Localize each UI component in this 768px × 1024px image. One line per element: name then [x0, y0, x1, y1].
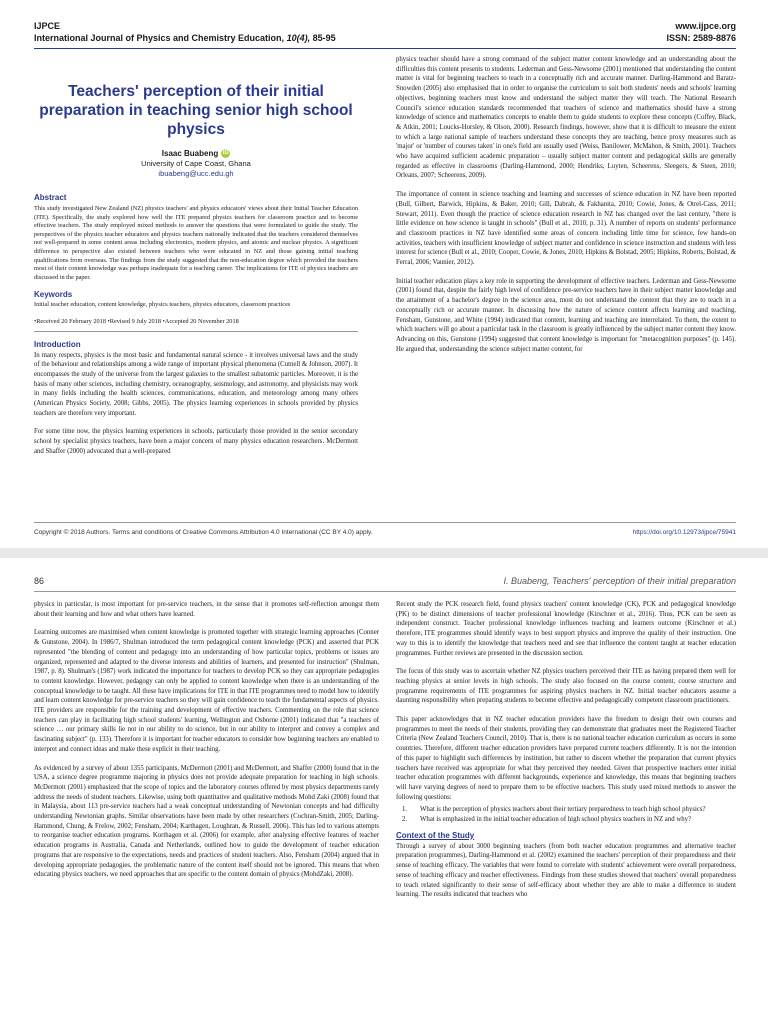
- research-questions: [396, 805, 736, 824]
- journal-header: [34, 20, 736, 49]
- page2-right-column: [396, 600, 736, 900]
- author-line: [34, 149, 358, 159]
- paragraph: physics in particular, is most important for pre-service teachers, in the sense that it promotes self-reflection amongst them about their learning and how and what others have learned.: [34, 601, 379, 618]
- list-text: What is emphasized in the initial teacher education of high school physics teachers in NZ and why?: [420, 816, 692, 824]
- keywords-text: Initial teacher education, content knowledge, physics teachers, physics educators, classroom practices: [34, 301, 291, 309]
- paragraph: As evidenced by a survey of about 1355 participants, McDermott (2001) and McDermott, and Shaffer (2000) found that in the USA, a science degree programme majoring in physics does not provide adequate preparation for teaching in high schools. McDermott (2001) emphasized that the scope of topics and the laboratory courses offered by most physics departments rarely address the needs of student teachers. Likewise, using both quantitative and qualitative methods Mohd Zaki (2008) found that in Malaysia, about 113 pre-service teachers had a weak conceptual understanding of Newtonian concepts and had difficulty understanding Newtonian graphs. Similar observations have been made by other researchers (Cochran-Smith, 2005; Darling-Hammond, Chung, & Frelow, 2002; Fensham, 2004; Karthagen, Loughran, & Russell, 2006). This has led to various attempts to reorganise teacher education programs. Korthagen et al. (2006) for example, after analysing effective features of teacher education programs in Australia, Canada and Netherlands, outlined how to guide the development of teacher education programs that are responsive to the expectations, needs and practices of student teachers. Also, Fensham (2004) argued that in developing appropriate pedagogies, the problematic nature of the content itself should not be ignored. This means that when educating physics teachers, we need approaches that are specific to the content domain of physics (MohdZaki, 2008).: [34, 764, 379, 879]
- page-number: 86: [34, 576, 45, 586]
- header-divider: [34, 48, 736, 49]
- page-separator: [0, 548, 768, 558]
- page2-left-column: [34, 600, 379, 880]
- context-heading: Context of the Study: [396, 830, 475, 840]
- doi-link[interactable]: https://doi.org/10.12973/ijpce/75941: [632, 529, 736, 536]
- list-item: [396, 815, 736, 825]
- list-text: What is the perception of physics teachers about their tertiary preparedness to teach high school physics?: [420, 806, 706, 814]
- orcid-icon[interactable]: iD: [222, 150, 229, 157]
- keywords-heading: Keywords: [34, 290, 73, 300]
- paragraph: This paper acknowledges that in NZ teacher education providers have the freedom to design their own courses and programmes to meet the needs of their students, providing they can demonstrate that graduates meet the Registered Teacher Criteria (New Zealand Teachers Council, 2010). That is, there is no national teacher education curriculum as occurs in some countries. Therefore, different teacher education providers have prepared current teachers differently. It is not the intention of this paper to highlight such differences by institution, but rather to discern whether the preparation that current physics teachers have received was appropriate for what they perceived they needed. Given that prospective teachers enter initial teacher education programmes with different backgrounds, experience and knowledge, this means that beginning teachers will have varying degrees of need to prepare them to be effective teachers. This study used mixed methods to answer the following questions:: [396, 716, 736, 801]
- author-affiliation: University of Cape Coast, Ghana: [141, 159, 251, 168]
- abstract-heading: Abstract: [34, 193, 67, 202]
- author-email[interactable]: ibuabeng@ucc.edu.gh: [158, 169, 234, 178]
- paragraph: physics teacher should have a strong command of the subject matter content knowledge and an understanding about the difficulties this content presents to students. Lederman and Gess-Newsome (2001) mentioned that understanding the content matter is vital for beginning teachers to teach in a conceptually rich and accurate manner. Darling-Hammond and Baratz-Snowden (2005) also emphasised that in order to organise the curriculum to suit both students' needs and schools' learning objectives, beginning teachers must know and understand the subject matter they will teach. The National Research Council's science education standards recommended that teachers of science and mathematics should have a strong knowledge of science and mathematics concepts to enable them to guide students to explore these concepts (Coffey, Black, & Atkin, 2001; Loucks-Horsley, & Olson, 2000). Research findings, however, show that it is difficult to measure the extent to which a large national sample of teachers understand these concepts they are teaching, hence proxy measures such as 'major' or 'number of courses taken' in one's field are usually used (Weiss, Banilower, McMahon, & Smith, 2001). Teachers who have acquired sufficient academic preparation – usually subject matter content and pedagogical skills are generally regarded as effective in classrooms (Darling-Hammond, 2000; Hendriks, Luyten, Scheerens, Sleegers, & Steen, 2010; Orleans, 2007; Scheerens, 2009).: [396, 56, 736, 180]
- submission-dates: •Received 20 February 2018 •Revised 9 July 2018 •Accepted 20 November 2018: [34, 318, 358, 332]
- paragraph: The importance of content in science teaching and learning and successes of science education in NZ have been reported (Bull, Gilbert, Barwick, Hipkins, & Baker, 2010; Gill, Dabrah, & Fakhanita, 2010; Cowie, Jones, & Otrel-Cass, 2011; Stewart, 2011). Even though the practice of science education research in NZ has changed over the last century, "there is little evidence on how science is taught in schools" (Bull et al., 2010, p. 31). A number of reports on students' performance and classroom practices in NZ have identified some areas of concern including little time for science, few hands-on activities, teachers with insufficient knowledge of subject matter and confidence in science instruction and students with less interest for science (Bull et al., 2010; Cooper, Cowie, & Jones, 2010; Hipkins & Bolstad, 2005; Hipkins, Roberts, Bolstad, & Ferral, 2006; Vaunier, 2012).: [396, 191, 736, 267]
- page1-left-column: [34, 78, 358, 457]
- introduction-heading: Introduction: [34, 339, 81, 349]
- copyright-notice: Copyright © 2018 Authors. Terms and conditions of Creative Commons Attribution 4.0 International (CC BY 4.0) apply.: [34, 529, 373, 536]
- page2-header-divider: [34, 591, 736, 592]
- list-item: [396, 805, 736, 815]
- list-number: 1.: [402, 806, 408, 814]
- journal-abbr: IJPCE: [34, 21, 61, 31]
- paragraph: Through a survey of about 3000 beginning teachers (from both teacher education programmes and alternative teacher preparation programmes), Darling-Hammond et al. (2002) examined the teachers' perception of their preparedness and their sense of teaching efficacy. The variables that were found to correlate with students' achievement were overall preparedness, sense of teaching efficacy and teacher effectiveness. Findings from these studies showed that teachers' overall preparedness to teach related significantly to their sense of self-efficacy about whether they are able to make a difference to student learning. The results indicated that teachers who: [396, 842, 736, 899]
- paragraph: Initial teacher education plays a key role in supporting the development of effective teachers. Lederman and Gess-Newsome (2001) found that, despite the fairly high level of confidence pre-service teachers have in their subject matter knowledge and the attainment of a bachelor's degree in the science area, most do not understand the content that they are to teach in a conceptually rich or accurate manner. In discussing how the nature of science content affects learning and teaching, Fensham, Gunstone, and White (1994) indicated that content, learning and teaching are interrelated. To them, the extent to which teachers will go about a particular task in the classroom is greatly influenced by the subject matter content they know. Advancing on this, Gunstone (1994) suggested that content knowledge is important for "metacognition purposes" (p. 145). He argued that, understanding the science subject matter content, for: [396, 277, 736, 353]
- running-title: I. Buabeng, Teachers' perception of their initial preparation: [503, 576, 736, 586]
- list-number: 2.: [402, 816, 408, 824]
- paragraph: The focus of this study was to ascertain whether NZ physics teachers perceived their ITE as having prepared them well for teaching physics at senior levels in high schools. The study also focused on the course content, course structure and programme requirements of ITE programmes for aspiring physics teachers in NZ. Initial teacher educators assume a daunting responsibility when preparing students to become effective and pedagogically competent classroom practitioners.: [396, 668, 736, 705]
- paragraph: Learning outcomes are maximised when content knowledge is promoted together with strategic learning approaches (Conner & Gunstone, 2004). In 1986/7, Shulman introduced the term pedagogical content knowledge (PCK) and asserted that PCK represented "the blending of content and pedagogy into an understanding of how particular topics, problems or issues are organized, represented and adapted to the diverse interests and abilities of learners, and presented for instruction" (Shulman, 1987, p. 8). Shulman's (1987) work indicated the importance for teachers to develop PCK so they can appropriate pedagogies to content knowledge. However, pedagogy can only be applied to content knowledge when there is an understanding of the conceptual knowledge to be taught. All these have implications for ITE in that ITE programmes need to model how to identify and learn content knowledge for pre-service teachers so they will gain confidence to teach the fundamental aspects of physics. ITE providers are responsible for the training and development of effective teachers. Commenting on the role that science teachers can play in facilitating high school students' learning, Wellington and Osborne (2001) indicated that "a teachers of science … our primary skills lie not in our ability to do science, but in our ability to interpret and convey a complex and fascinating subject" (p. 133). Therefore it is important for teacher educators to consider how beginning teachers are enabled to interpret and connect ideas and make these explicit in their teaching.: [34, 629, 379, 753]
- page1-footer: [34, 522, 736, 536]
- page1-right-column: [396, 55, 736, 354]
- journal-issn: ISSN: 2589-8876: [666, 33, 736, 43]
- paragraph: Recent study the PCK research field, found physics teachers' content knowledge (CK), PCK and pedagogical knowledge (PK) to be distinct dimensions of teacher professional knowledge (Kirschner et al., 2016). Thus, PCK can be seen as independent construct. Teacher professional knowledge influences teaching and learners outcome (Kirschner et al.) therefore, ITE programmes should identify ways to best support physics and improve the quality of their instruction. One way to this is to identify the knowledge that teachers need and see that influence the content taught at teacher education programmes. Further reviews are presented in the discussion section.: [396, 601, 736, 657]
- paragraph: For some time now, the physics learning experiences in schools, particularly those provided in the senior secondary school by specialist physics teachers, have been a major concern of many physics education researchers. McDermott and Shaffer (2000) advocated that a well-prepared: [34, 428, 358, 455]
- journal-website[interactable]: www.ijpce.org: [675, 21, 736, 31]
- abstract-text: This study investigated New Zealand (NZ) physics teachers' and physics educators' views about their Initial Teacher Education (ITE). Specifically, the study explored how well the ITE prepared physics teachers for classroom practice and to become effective teachers. The study employed mixed methods to answer the questions that were formulated to guide the study. The perspectives of the physics teacher educators and physics teachers nationally indicated that the teachers considered themselves not well-prepared in some content areas including electronics, modern physics, and atomic and nuclear physics. A significant difference in perspective also existed between teachers who were educated in NZ and those gaining initial teaching qualifications from overseas. The findings from the study suggested that the non-education degree which provided the teachers most of their content knowledge was perhaps inadequate for a teaching career. The implications for ITE of physics teachers are discussed in the paper.: [34, 205, 358, 281]
- paragraph: In many respects, physics is the most basic and fundamental natural science - it involves universal laws and the study of the behaviour and relationships among a wide range of important physical phenomena (Cutnell & Johnson, 2007). It encompasses the study of the universe from the largest galaxies to the smallest subatomic particles. Moreover, it is the basis of many other sciences, including chemistry, oceanography, seismology, and astronomy, and physicists may work in many fields including the health sciences, communications, education, and meteorology among many others (American Physics Society, 2008; Gibbs, 2005). The physics learning experiences in schools provided by physics teachers are therefore very important.: [34, 351, 358, 417]
- author-name: Isaac Buabeng: [161, 149, 219, 158]
- journal-name: International Journal of Physics and Chemistry Education,: [34, 33, 285, 43]
- journal-volume: 10(4),: [286, 33, 311, 43]
- article-title: Teachers' perception of their initial preparation in teaching senior high school physics: [39, 83, 353, 138]
- journal-citation: [34, 32, 336, 44]
- journal-pages: 85-95: [312, 33, 336, 43]
- page2-header: [34, 576, 736, 586]
